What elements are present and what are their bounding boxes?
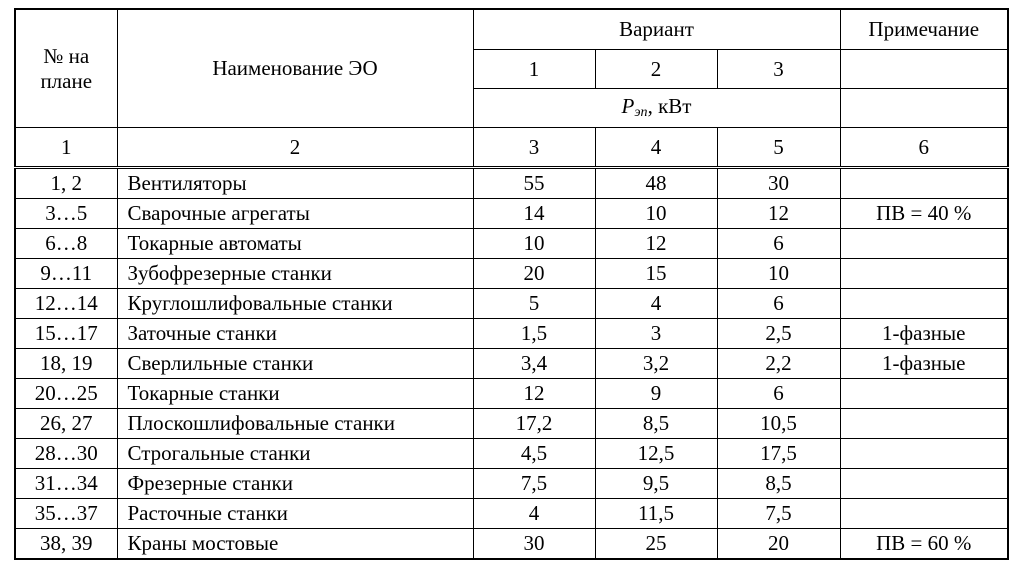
cell-variant-2: 12,5 (595, 439, 717, 469)
table-row (15, 319, 1008, 349)
equipment-table-container (14, 8, 1009, 560)
header-variant (473, 9, 840, 50)
cell-note (840, 409, 1008, 439)
cell-variant-2: 8,5 (595, 409, 717, 439)
cell-variant-2: 10 (595, 199, 717, 229)
header-variant-1: 1 (473, 50, 595, 89)
cell-variant-3: 2,5 (717, 319, 840, 349)
cell-variant-3: 6 (717, 229, 840, 259)
cell-plan-no: 18, 19 (15, 349, 117, 379)
cell-variant-3: 10 (717, 259, 840, 289)
cell-name: Плоскошлифовальные станки (117, 409, 473, 439)
cell-variant-3: 12 (717, 199, 840, 229)
power-subscript: эп (634, 105, 648, 120)
cell-note: ПВ = 40 % (840, 199, 1008, 229)
col-number-2: 2 (117, 128, 473, 168)
cell-variant-2: 3,2 (595, 349, 717, 379)
cell-plan-no: 6…8 (15, 229, 117, 259)
cell-plan-no: 3…5 (15, 199, 117, 229)
cell-variant-1: 17,2 (473, 409, 595, 439)
cell-note (840, 168, 1008, 199)
cell-name: Зубофрезерные станки (117, 259, 473, 289)
cell-name: Строгальные станки (117, 439, 473, 469)
cell-variant-2: 12 (595, 229, 717, 259)
col-number-5: 5 (717, 128, 840, 168)
header-plan-no-text: № на плане (40, 44, 93, 93)
cell-plan-no: 12…14 (15, 289, 117, 319)
header-name (117, 9, 473, 128)
cell-variant-2: 3 (595, 319, 717, 349)
cell-plan-no: 1, 2 (15, 168, 117, 199)
table-row (15, 529, 1008, 560)
cell-note: ПВ = 60 % (840, 529, 1008, 560)
power-symbol: P (621, 94, 635, 118)
cell-variant-3: 2,2 (717, 349, 840, 379)
cell-variant-1: 4 (473, 499, 595, 529)
header-note-blank-2 (840, 89, 1008, 128)
table-row (15, 499, 1008, 529)
cell-name: Токарные автоматы (117, 229, 473, 259)
table-row (15, 259, 1008, 289)
cell-plan-no: 15…17 (15, 319, 117, 349)
cell-note (840, 259, 1008, 289)
col-number-4: 4 (595, 128, 717, 168)
col-number-3: 3 (473, 128, 595, 168)
table-row (15, 229, 1008, 259)
cell-variant-1: 3,4 (473, 349, 595, 379)
table-row (15, 469, 1008, 499)
cell-name: Вентиляторы (117, 168, 473, 199)
cell-variant-3: 17,5 (717, 439, 840, 469)
cell-name: Краны мостовые (117, 529, 473, 560)
cell-variant-1: 7,5 (473, 469, 595, 499)
cell-note (840, 439, 1008, 469)
cell-variant-2: 48 (595, 168, 717, 199)
header-power (473, 89, 840, 128)
table-row (15, 349, 1008, 379)
table-row (15, 409, 1008, 439)
cell-note: 1-фазные (840, 319, 1008, 349)
cell-variant-3: 6 (717, 379, 840, 409)
table-row (15, 439, 1008, 469)
header-variant-2: 2 (595, 50, 717, 89)
cell-name: Круглошлифовальные станки (117, 289, 473, 319)
table-row (15, 379, 1008, 409)
cell-plan-no: 38, 39 (15, 529, 117, 560)
cell-variant-1: 55 (473, 168, 595, 199)
header-plan-no (15, 9, 117, 128)
cell-note (840, 289, 1008, 319)
cell-variant-3: 7,5 (717, 499, 840, 529)
col-number-6: 6 (840, 128, 1008, 168)
cell-variant-1: 5 (473, 289, 595, 319)
cell-plan-no: 31…34 (15, 469, 117, 499)
cell-variant-1: 4,5 (473, 439, 595, 469)
equipment-table (14, 8, 1009, 560)
cell-variant-2: 11,5 (595, 499, 717, 529)
cell-variant-3: 20 (717, 529, 840, 560)
cell-variant-1: 10 (473, 229, 595, 259)
header-note (840, 9, 1008, 50)
header-note-text: Примечание (868, 17, 980, 41)
cell-plan-no: 28…30 (15, 439, 117, 469)
cell-note (840, 469, 1008, 499)
cell-variant-1: 12 (473, 379, 595, 409)
table-row (15, 289, 1008, 319)
cell-name: Сверлильные станки (117, 349, 473, 379)
cell-variant-2: 15 (595, 259, 717, 289)
cell-variant-3: 30 (717, 168, 840, 199)
cell-variant-2: 9,5 (595, 469, 717, 499)
header-name-text: Наименование ЭО (212, 56, 378, 80)
col-number-1: 1 (15, 128, 117, 168)
cell-note (840, 379, 1008, 409)
cell-variant-1: 1,5 (473, 319, 595, 349)
cell-variant-1: 20 (473, 259, 595, 289)
header-variant-text: Вариант (619, 17, 694, 41)
cell-variant-2: 25 (595, 529, 717, 560)
table-row (15, 199, 1008, 229)
cell-note: 1-фазные (840, 349, 1008, 379)
cell-plan-no: 26, 27 (15, 409, 117, 439)
cell-variant-1: 14 (473, 199, 595, 229)
cell-variant-2: 9 (595, 379, 717, 409)
table-body (15, 168, 1008, 560)
cell-variant-3: 8,5 (717, 469, 840, 499)
cell-name: Сварочные агрегаты (117, 199, 473, 229)
cell-variant-1: 30 (473, 529, 595, 560)
cell-plan-no: 35…37 (15, 499, 117, 529)
cell-variant-3: 10,5 (717, 409, 840, 439)
cell-name: Расточные станки (117, 499, 473, 529)
header-variant-3: 3 (717, 50, 840, 89)
cell-name: Фрезерные станки (117, 469, 473, 499)
header-note-blank-1 (840, 50, 1008, 89)
cell-plan-no: 20…25 (15, 379, 117, 409)
cell-plan-no: 9…11 (15, 259, 117, 289)
cell-name: Заточные станки (117, 319, 473, 349)
cell-note (840, 499, 1008, 529)
cell-variant-2: 4 (595, 289, 717, 319)
cell-variant-3: 6 (717, 289, 840, 319)
table-row (15, 168, 1008, 199)
cell-name: Токарные станки (117, 379, 473, 409)
power-unit: , кВт (647, 94, 692, 118)
cell-note (840, 229, 1008, 259)
